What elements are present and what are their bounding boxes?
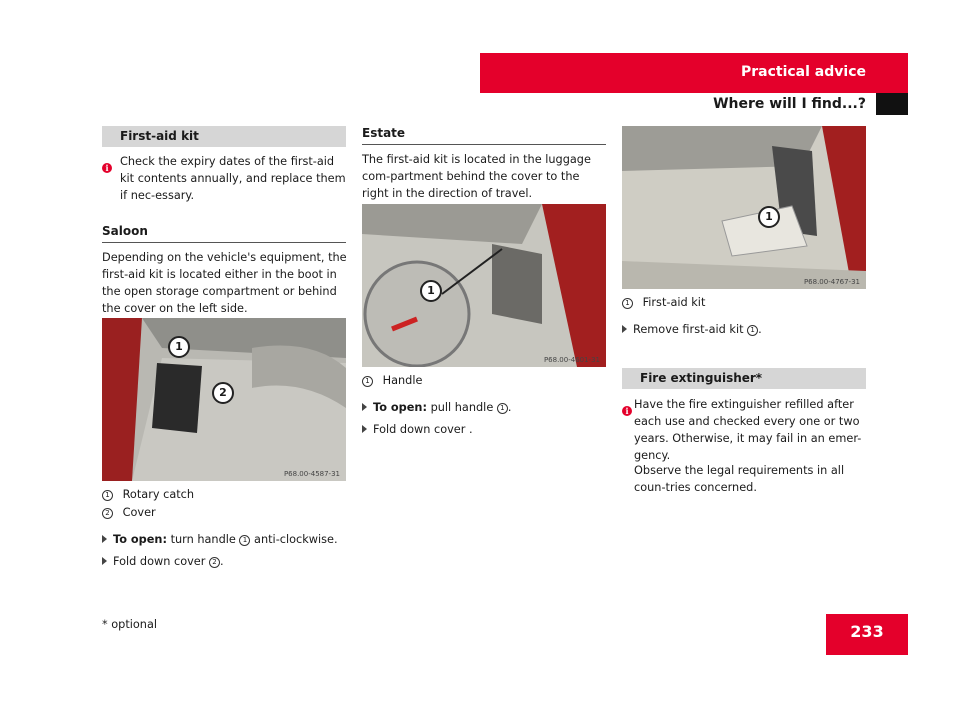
step-text: Remove first-aid kit bbox=[633, 323, 744, 336]
firstaid-heading-bar bbox=[102, 126, 346, 147]
step-item bbox=[362, 421, 473, 438]
info-icon: i bbox=[102, 156, 112, 175]
estate-boot-photo bbox=[362, 204, 606, 367]
legend-item bbox=[362, 372, 422, 389]
legend-item bbox=[622, 294, 705, 311]
firstaid-kit-photo bbox=[622, 126, 866, 289]
firstaid-info-text: Check the expiry dates of the first-aid kit contents annually, and replace them if nec-essary. bbox=[120, 155, 346, 202]
legend-label: Cover bbox=[122, 506, 156, 519]
fire-info-text: Observe the legal requirements in all coun-tries concerned. bbox=[634, 464, 845, 494]
legend-number: 1 bbox=[102, 490, 113, 501]
legend-label: First-aid kit bbox=[642, 296, 706, 309]
legend-number: 1 bbox=[747, 325, 758, 336]
arrow-icon bbox=[362, 425, 367, 433]
legend-number: 2 bbox=[102, 508, 113, 519]
fire-extinguisher-heading: Fire extinguisher* bbox=[640, 371, 763, 385]
step-text: . bbox=[758, 323, 762, 336]
saloon-text: Depending on the vehicle's equipment, the first-aid kit is located either in the boot in the open storage compartment or behind the cover on the left side. bbox=[102, 251, 347, 315]
footnote: * optional bbox=[102, 618, 158, 631]
step-text: Fold down cover bbox=[113, 555, 206, 568]
legend-number: 1 bbox=[497, 403, 508, 414]
estate-text: The first-aid kit is located in the luggage com-partment behind the cover to the right in the direction of travel. bbox=[362, 153, 591, 200]
step-text: . bbox=[507, 401, 512, 414]
info-icon: i bbox=[622, 399, 632, 418]
step-item bbox=[362, 399, 511, 416]
photo-callout-2: 2 bbox=[212, 382, 234, 404]
legend-item bbox=[102, 486, 194, 503]
arrow-icon bbox=[362, 403, 367, 411]
step-text: pull handle bbox=[430, 401, 494, 414]
legend-number: 1 bbox=[239, 535, 250, 546]
divider bbox=[362, 144, 606, 145]
header-section-title: Practical advice bbox=[740, 64, 866, 80]
step-item bbox=[102, 553, 224, 570]
fire-extinguisher-heading-bar bbox=[622, 368, 866, 389]
step-text: Fold down cover . bbox=[373, 423, 473, 436]
step-text: turn handle bbox=[170, 533, 236, 546]
photo-reference: P68.00-4767-31 bbox=[803, 278, 860, 286]
legend-label: Handle bbox=[382, 374, 423, 387]
legend-number: 2 bbox=[209, 557, 220, 568]
step-text: anti-clockwise. bbox=[254, 533, 338, 546]
header-marker bbox=[876, 93, 908, 115]
arrow-icon bbox=[622, 325, 627, 333]
arrow-icon bbox=[102, 535, 107, 543]
header-subsection-title: Where will I find...? bbox=[713, 96, 866, 112]
legend-label: Rotary catch bbox=[122, 488, 195, 501]
legend-item bbox=[102, 504, 156, 521]
step-bold-label: To open: bbox=[113, 533, 167, 546]
arrow-icon bbox=[102, 557, 107, 565]
header-section-bar bbox=[480, 53, 908, 93]
step-text: . bbox=[219, 555, 224, 568]
legend-number: 1 bbox=[622, 298, 633, 309]
saloon-boot-photo bbox=[102, 318, 346, 481]
photo-callout-1: 1 bbox=[758, 206, 780, 228]
step-bold-label: To open: bbox=[373, 401, 427, 414]
firstaid-heading: First-aid kit bbox=[120, 129, 199, 143]
photo-reference: P68.00-4601-31 bbox=[543, 356, 600, 364]
step-item bbox=[102, 531, 338, 548]
photo-callout-1: 1 bbox=[420, 280, 442, 302]
divider bbox=[102, 242, 346, 243]
photo-callout-1: 1 bbox=[168, 336, 190, 358]
estate-heading: Estate bbox=[362, 126, 406, 140]
saloon-heading: Saloon bbox=[102, 224, 148, 238]
step-item bbox=[622, 321, 762, 338]
legend-number: 1 bbox=[362, 376, 373, 387]
page-number: 233 bbox=[826, 614, 908, 655]
fire-info-text: Have the fire extinguisher refilled after each use and checked every one or two years. Otherwise, it may fail in an emer-gency. bbox=[634, 398, 862, 462]
photo-reference: P68.00-4587-31 bbox=[283, 470, 340, 478]
